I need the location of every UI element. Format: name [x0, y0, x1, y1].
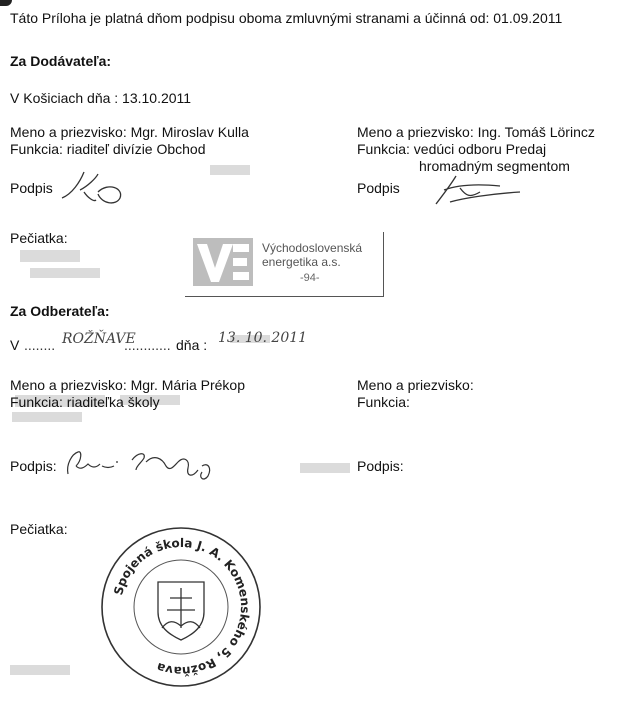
customer-stamp-label: Pečiatka: [10, 521, 68, 537]
stamp-company-line1: Východoslovenská [262, 241, 363, 255]
customer-left-signature [62, 446, 222, 486]
supplier-right-signature-label: Podpis [357, 180, 400, 196]
stamp-ring-text: Spojená škola J. A. Komenského 5, Rožňava [111, 535, 253, 679]
supplier-left-signature [58, 168, 130, 210]
customer-place-dots-2: ............ [124, 337, 171, 353]
customer-heading: Za Odberateľa: [10, 303, 110, 319]
customer-left-signature-label: Podpis: [10, 458, 57, 474]
supplier-left-signature-label: Podpis [10, 180, 53, 196]
vse-logo [193, 238, 253, 286]
supplier-place-date: V Košiciach dňa : 13.10.2011 [10, 90, 192, 106]
supplier-right-function: Funkcia: vedúci odboru Predaj [357, 141, 547, 157]
supplier-right-function-cont: hromadným segmentom [419, 158, 570, 174]
customer-right-name: Meno a priezvisko: [357, 377, 474, 393]
supplier-left-name: Meno a priezvisko: Mgr. Miroslav Kulla [10, 124, 249, 140]
customer-place-dots-1: ........ [24, 337, 56, 353]
coat-of-arms-icon [158, 582, 204, 640]
customer-place-prefix: V [10, 337, 20, 353]
customer-date-handwritten: 13. 10. 2011 [218, 330, 308, 346]
supplier-left-function: Funkcia: riaditeľ divízie Obchod [10, 141, 206, 157]
customer-left-function: Funkcia: riaditeľka školy [10, 394, 160, 410]
supplier-stamp [185, 232, 384, 297]
customer-left-name: Meno a priezvisko: Mgr. Mária Prékop [10, 377, 245, 393]
supplier-right-signature [430, 166, 540, 212]
customer-right-function: Funkcia: [357, 394, 410, 410]
customer-date-prefix: dňa : [176, 337, 208, 353]
customer-right-signature-label: Podpis: [357, 458, 404, 474]
stamp-company-line2: energetika a.s. [262, 255, 341, 269]
supplier-right-name: Meno a priezvisko: Ing. Tomáš Lörincz [357, 124, 595, 140]
validity-statement: Táto Príloha je platná dňom podpisu oboma zmluvnými stranami a účinná od: 01.09.2011 [10, 10, 563, 26]
supplier-stamp-label: Pečiatka: [10, 230, 68, 246]
school-round-stamp [98, 524, 264, 690]
supplier-heading: Za Dodávateľa: [10, 53, 112, 69]
customer-place-handwritten: ROŽŇAVE [62, 331, 136, 347]
stamp-company-line3: -94- [300, 272, 320, 284]
